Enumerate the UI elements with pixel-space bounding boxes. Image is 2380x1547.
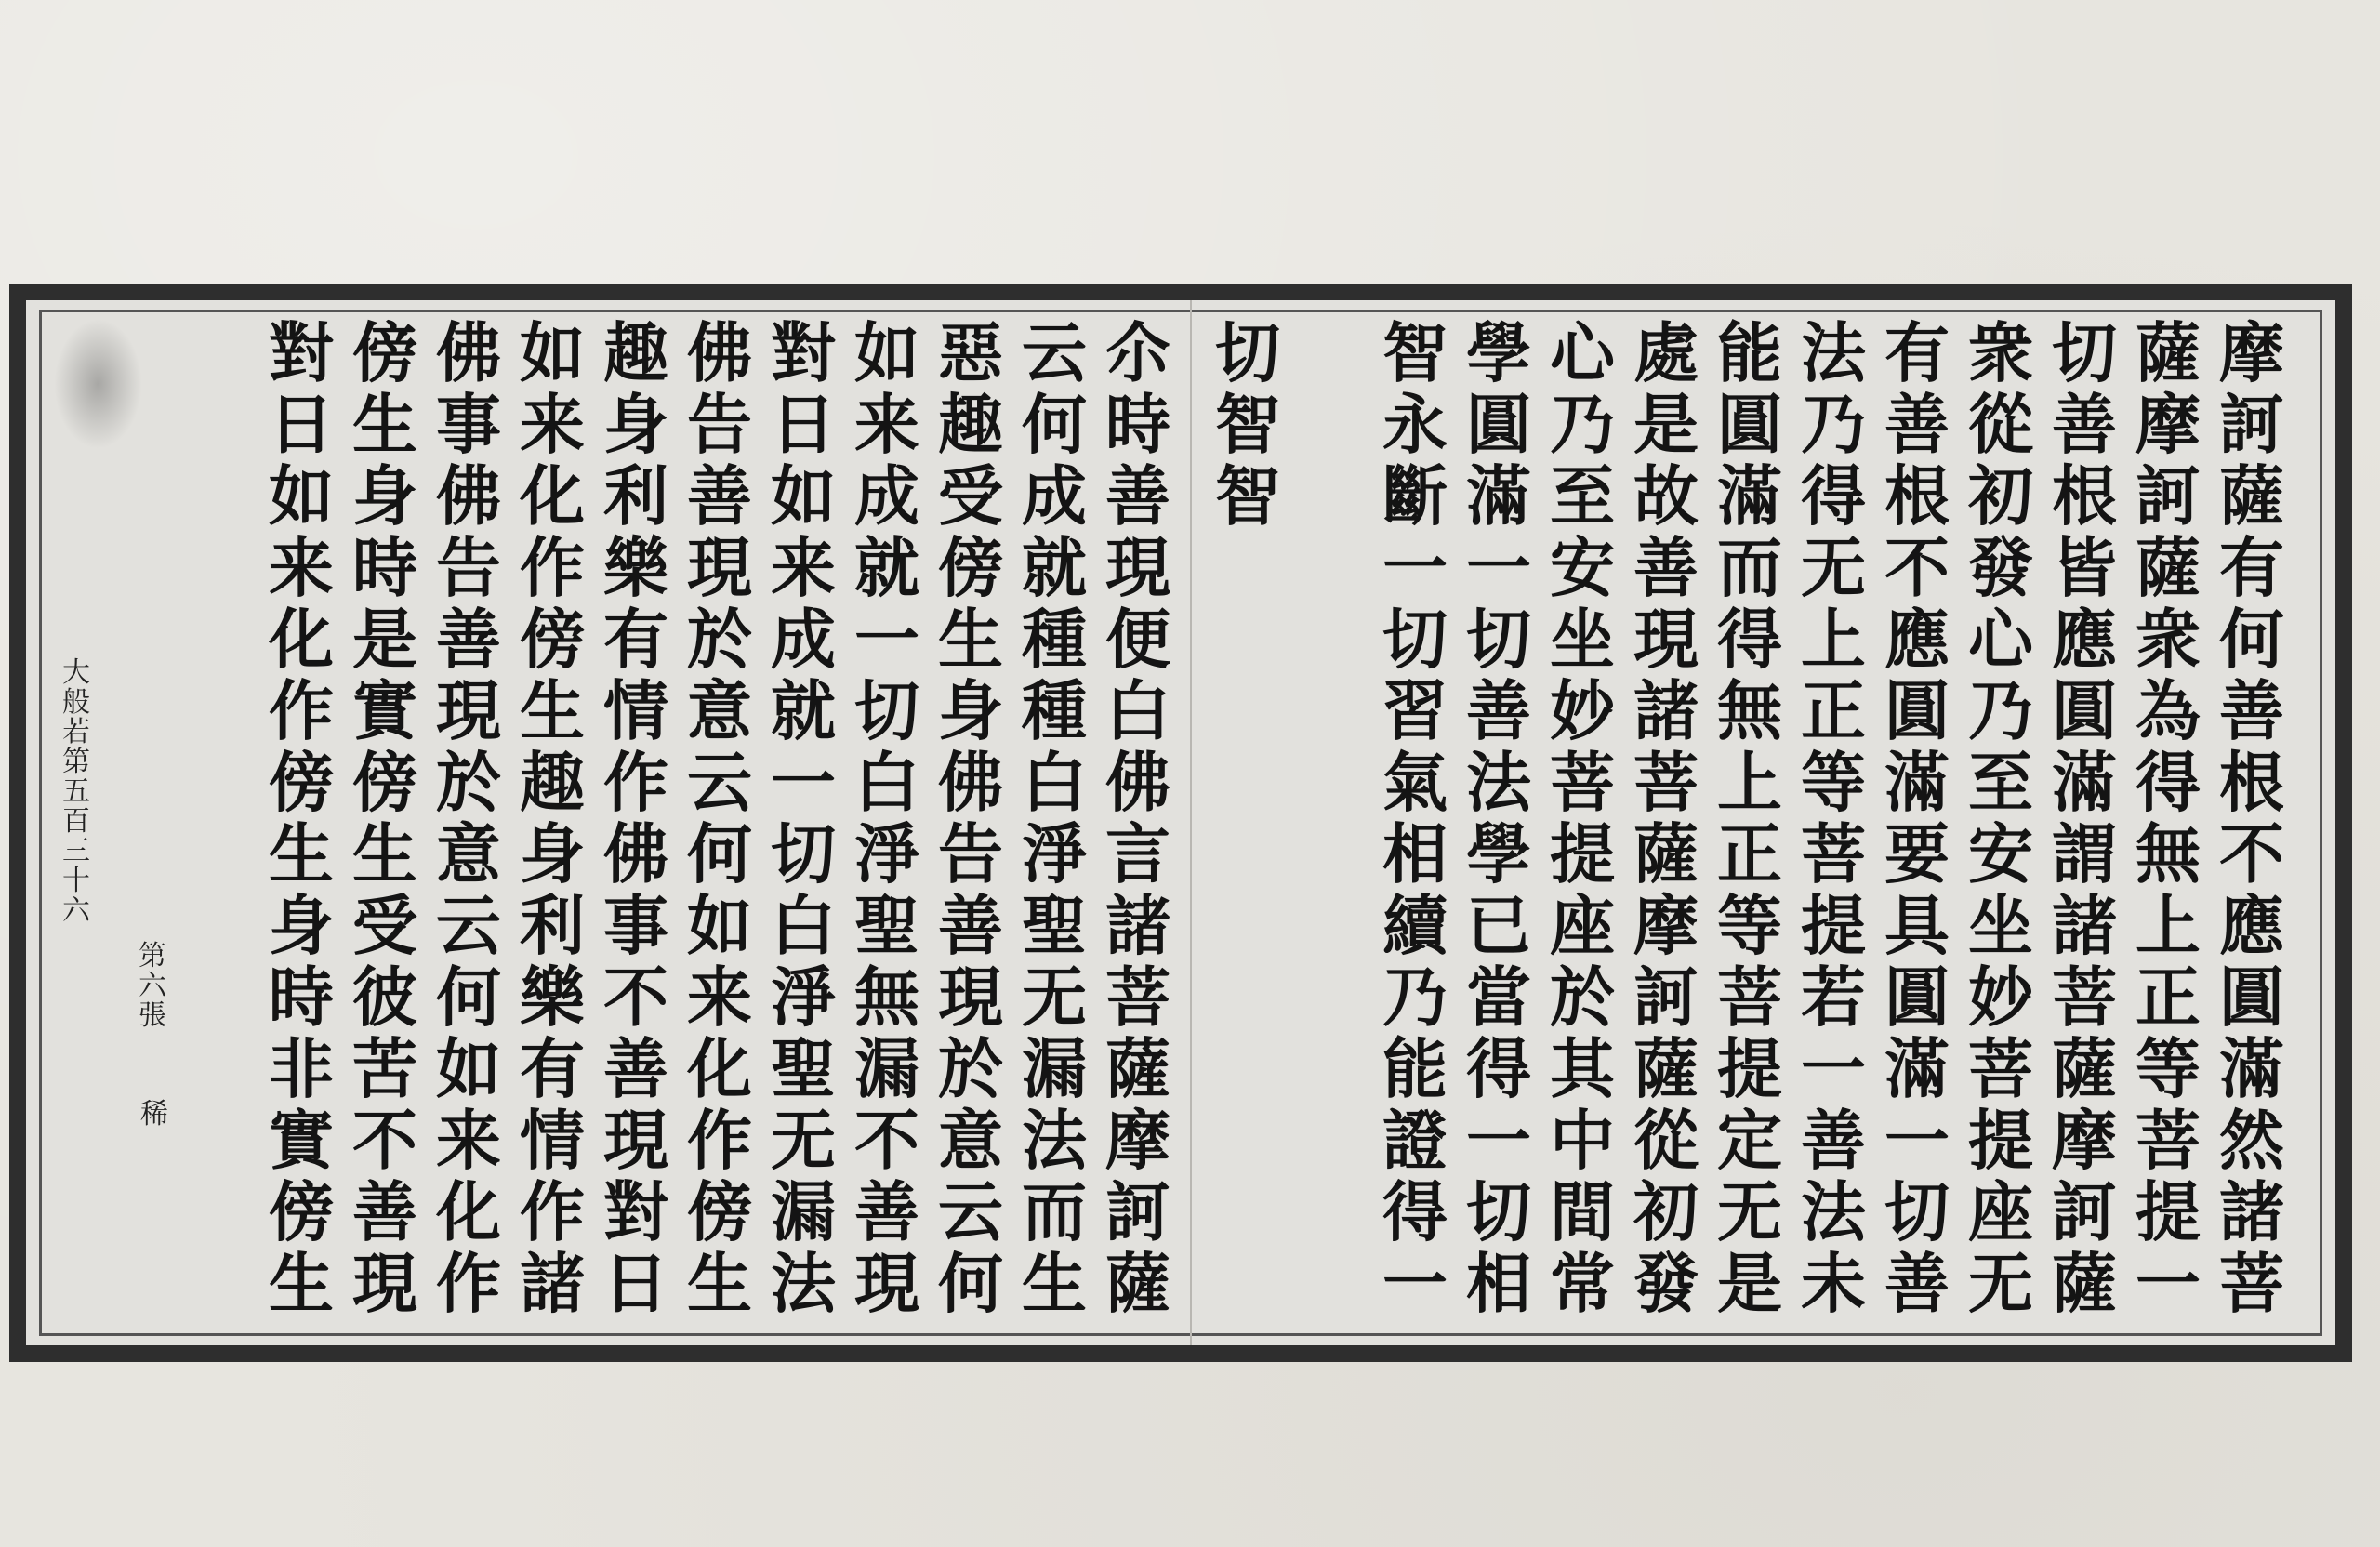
text-column: 學 圓 滿 一 切 善 法 學 已 當 得 一 切 相 [1466,314,1531,1322]
margin-carver-mark: 稀 [140,1098,168,1130]
text-column: 智 永 斷 一 切 習 氣 相 續 乃 能 證 得 一 [1382,314,1448,1322]
margin-title: 大 般 若 第 五 百 三 十 六 [62,656,90,927]
woodblock-print [9,284,2352,1362]
text-column: 能 圓 滿 而 得 無 上 正 等 菩 提 定 无 是 [1717,314,1782,1322]
text-column: 摩 訶 薩 有 何 善 根 不 應 圓 滿 然 諸 菩 [2219,314,2284,1322]
text-column: 法 乃 得 无 上 正 等 菩 提 若 一 善 法 未 [1801,314,1866,1322]
text-column: 云 何 成 就 種 種 白 淨 聖 无 漏 法 而 生 [1022,314,1087,1322]
text-column: 如 来 化 作 傍 生 趣 身 利 樂 有 情 作 諸 [520,314,585,1322]
text-column: 尒 時 善 現 便 白 佛 言 諸 菩 薩 摩 訶 薩 [1105,314,1170,1322]
text-column: 對 日 如 来 化 作 傍 生 身 時 非 實 傍 生 [269,314,334,1322]
text-column: 處 是 故 善 現 諸 菩 薩 摩 訶 薩 從 初 發 [1633,314,1699,1322]
text-column: 傍 生 身 時 是 實 傍 生 受 彼 苦 不 善 現 [352,314,417,1322]
text-column: 趣 身 利 樂 有 情 作 佛 事 不 善 現 對 日 [603,314,668,1322]
text-column: 衆 從 初 發 心 乃 至 安 坐 妙 菩 提 座 无 [1968,314,2033,1322]
ink-smudge [54,319,142,449]
page-fold-line [1190,300,1192,1345]
text-column: 切 智 智 [1215,314,1280,535]
text-column: 對 日 如 来 成 就 一 切 白 淨 聖 无 漏 法 [771,314,836,1322]
text-column: 如 来 成 就 一 切 白 淨 聖 無 漏 不 善 現 [854,314,919,1322]
text-column: 佛 告 善 現 於 意 云 何 如 来 化 作 傍 生 [687,314,752,1322]
text-column: 切 善 根 皆 應 圓 滿 謂 諸 菩 薩 摩 訶 薩 [2052,314,2117,1322]
text-column: 佛 事 佛 告 善 現 於 意 云 何 如 来 化 作 [436,314,501,1322]
text-column: 有 善 根 不 應 圓 滿 要 具 圓 滿 一 切 善 [1884,314,1950,1322]
text-column: 惡 趣 受 傍 生 身 佛 告 善 現 於 意 云 何 [938,314,1003,1322]
text-column: 薩 摩 訶 薩 衆 為 得 無 上 正 等 菩 提 一 [2135,314,2201,1322]
margin-sheet-number: 第 六 張 [139,940,166,1032]
text-column: 心 乃 至 安 坐 妙 菩 提 座 於 其 中 間 常 [1550,314,1615,1322]
